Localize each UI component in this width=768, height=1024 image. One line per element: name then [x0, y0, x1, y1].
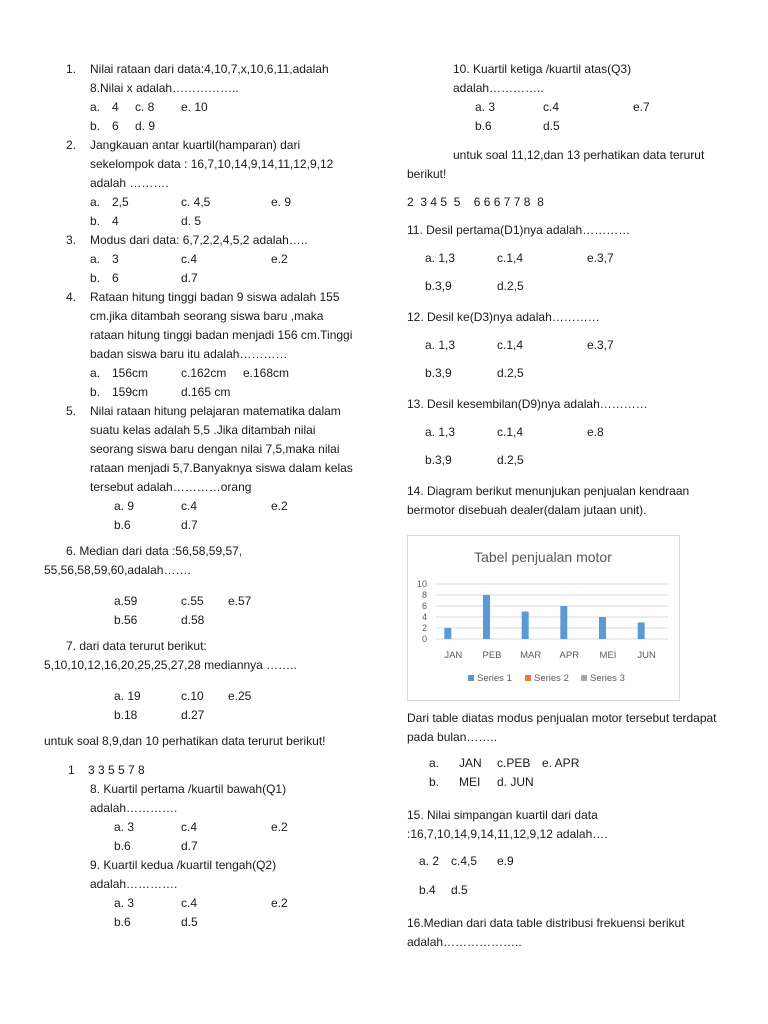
option-b[interactable]: b.3,9 [425, 279, 452, 293]
option-label[interactable]: b. [90, 214, 101, 228]
options [475, 117, 737, 136]
option-a[interactable]: 156cm [112, 366, 149, 380]
option-d[interactable]: d.165 cm [181, 385, 231, 399]
option-c[interactable]: c.4 [181, 896, 198, 910]
option-d[interactable]: d.7 [181, 271, 198, 285]
question-number: 3. [66, 233, 77, 247]
question-number: 1. [66, 62, 77, 76]
question-13 [407, 395, 737, 482]
options [114, 516, 374, 535]
question-text: 15. Nilai simpangan kuartil dari data :16,7,10,14,9,14,11,12,9,12 adalah…. [407, 808, 608, 841]
question-text: Rataan hitung tinggi badan 9 siswa adalah 155 cm.jika ditambah seorang siswa baru ,maka rataan hitung tinggi badan menjadi 156 cm.Tinggi badan siswa baru itu adalah………… [90, 290, 353, 361]
x-tick-label: JUN [637, 650, 656, 661]
option-a[interactable]: a.59 [114, 594, 138, 608]
option-d[interactable]: d. JUN [497, 775, 534, 789]
options [90, 383, 374, 402]
option-d[interactable]: d.7 [181, 839, 198, 853]
option-a[interactable]: a. 2 [419, 854, 440, 868]
options [419, 854, 737, 873]
x-tick-label: PEB [482, 650, 502, 661]
option-e[interactable]: e.3,7 [587, 251, 614, 265]
sales-chart [407, 535, 680, 701]
options [90, 193, 374, 212]
question-8 [90, 780, 374, 856]
options [90, 250, 374, 269]
option-c[interactable]: c.4 [181, 820, 198, 834]
legend-swatch [581, 675, 587, 681]
option-e[interactable]: e.25 [228, 689, 252, 703]
x-tick-label: APR [559, 650, 580, 661]
option-b[interactable]: 159cm [112, 385, 149, 399]
question-number: 5. [66, 404, 77, 418]
legend-swatch [468, 675, 474, 681]
option-e[interactable]: e. APR [542, 756, 580, 770]
question-9 [90, 856, 374, 932]
option-b[interactable]: b.4 [419, 883, 436, 897]
option-c[interactable]: c.4 [543, 100, 560, 114]
option-c[interactable]: c.PEB [497, 756, 531, 770]
option-e[interactable]: e. 10 [181, 100, 208, 114]
question-14-text: 14. Diagram berikut menunjukan penjualan kendraan bermotor disebuah dealer(dalam jutaan unit). [407, 484, 690, 517]
option-label[interactable]: b. [90, 119, 101, 133]
question-7 [44, 637, 374, 732]
option-label[interactable]: b. [90, 385, 101, 399]
option-b[interactable]: b.18 [114, 708, 138, 722]
option-e[interactable]: e. 9 [271, 195, 292, 209]
option-label[interactable]: b. [90, 271, 101, 285]
y-tick-label: 0 [421, 634, 427, 644]
options [425, 364, 737, 383]
question-text: 8. Kuartil pertama /kuartil bawah(Q1) adalah…………. [90, 782, 287, 815]
legend-label: Series 3 [590, 673, 625, 684]
question-5 [44, 402, 374, 542]
legend-swatch [525, 675, 531, 681]
options [425, 277, 737, 296]
data-set-8-10: 1 3 3 5 5 7 8 [68, 763, 145, 777]
options [114, 592, 374, 611]
bar-apr [560, 606, 567, 639]
option-a[interactable]: a. 1,3 [425, 425, 456, 439]
option-c[interactable]: c. 4,5 [181, 195, 211, 209]
options [114, 913, 374, 932]
option-e[interactable]: e.2 [271, 820, 288, 834]
question-text: 6. Median dari data :56,58,59,57, 55,56,58,59,60,adalah……. [44, 544, 243, 577]
option-e[interactable]: e.2 [271, 896, 288, 910]
options [90, 364, 374, 383]
question-text: 7. dari data terurut berikut: 5,10,10,12,16,20,25,25,27,28 mediannya …….. [44, 639, 297, 672]
option-d[interactable]: d.2,5 [497, 279, 524, 293]
options [90, 212, 374, 231]
option-d[interactable]: d.5 [181, 915, 198, 929]
option-e[interactable]: e.57 [228, 594, 252, 608]
question-14-followup: Dari table diatas modus penjualan motor tersebut terdapat pada bulan…….. [407, 711, 717, 744]
option-label[interactable]: b. [429, 775, 440, 789]
instruction-8-10: untuk soal 8,9,dan 10 perhatikan data terurut berikut! [44, 734, 326, 748]
question-text: 13. Desil kesembilan(D9)nya adalah………… [407, 397, 648, 411]
question-4 [44, 288, 374, 402]
options [114, 687, 374, 706]
options [114, 837, 374, 856]
right-column [407, 60, 737, 520]
options [90, 269, 374, 288]
y-tick-label: 8 [421, 590, 427, 600]
question-number: 4. [66, 290, 77, 304]
option-c[interactable]: c.4 [181, 252, 198, 266]
option-a[interactable]: a. 3 [114, 820, 135, 834]
y-tick-label: 6 [421, 601, 427, 611]
option-d[interactable]: d.7 [181, 518, 198, 532]
option-c[interactable]: c.1,4 [497, 251, 524, 265]
options [90, 117, 374, 136]
option-a[interactable]: a. 9 [114, 499, 135, 513]
option-e[interactable]: e.2 [271, 252, 288, 266]
right-column-lower [407, 709, 737, 952]
option-c[interactable]: c.4,5 [451, 854, 478, 868]
question-text: 10. Kuartil ketiga /kuartil atas(Q3) adalah………….. [453, 62, 632, 95]
option-b[interactable]: 6 [112, 119, 119, 133]
question-number: 2. [66, 138, 77, 152]
option-label[interactable]: a. [90, 366, 101, 380]
left-column [44, 60, 374, 932]
options [425, 249, 737, 268]
bar-chart [408, 536, 679, 700]
x-tick-label: MEI [599, 650, 617, 661]
option-d[interactable]: d.2,5 [497, 366, 524, 380]
option-d[interactable]: d.5 [451, 883, 468, 897]
option-b[interactable]: b.6 [475, 119, 492, 133]
question-12 [407, 308, 737, 395]
option-label[interactable]: a. [429, 756, 440, 770]
option-e[interactable]: e.7 [633, 100, 650, 114]
option-a[interactable]: a. 3 [114, 896, 135, 910]
option-d[interactable]: d.27 [181, 708, 205, 722]
option-e[interactable]: e.8 [587, 425, 604, 439]
option-c[interactable]: c.162cm [181, 366, 227, 380]
options [114, 497, 374, 516]
option-b[interactable]: b.6 [114, 915, 131, 929]
option-c[interactable]: c.10 [181, 689, 204, 703]
options [475, 98, 737, 117]
question-text: 12. Desil ke(D3)nya adalah………… [407, 310, 600, 324]
option-d[interactable]: d. 9 [135, 119, 156, 133]
question-text: 9. Kuartil kedua /kuartil tengah(Q2) adalah…………. [90, 858, 277, 891]
option-d[interactable]: d. 5 [181, 214, 202, 228]
option-c[interactable]: c.55 [181, 594, 204, 608]
options [425, 451, 737, 470]
option-e[interactable]: e.168cm [243, 366, 290, 380]
bar-peb [483, 595, 490, 639]
option-b[interactable]: b.6 [114, 518, 131, 532]
option-a[interactable]: JAN [459, 756, 482, 770]
chart-title: Tabel penjualan motor [474, 549, 612, 565]
question-11 [407, 221, 737, 308]
option-a[interactable]: 2,5 [112, 195, 129, 209]
options [114, 818, 374, 837]
option-c[interactable]: c.1,4 [497, 425, 524, 439]
option-a[interactable]: a. 19 [114, 689, 141, 703]
option-a[interactable]: 3 [112, 252, 119, 266]
bar-mei [599, 617, 606, 639]
y-tick-label: 4 [421, 612, 427, 622]
option-b[interactable]: b.3,9 [425, 366, 452, 380]
question-text: Nilai rataan dari data:4,10,7,x,10,6,11,adalah 8.Nilai x adalah…………….. [90, 62, 329, 95]
legend-label: Series 1 [477, 673, 512, 684]
options [425, 423, 737, 442]
options [429, 756, 737, 775]
option-c[interactable]: c.1,4 [497, 338, 524, 352]
option-b[interactable]: 6 [112, 271, 119, 285]
option-d[interactable]: d.5 [543, 119, 560, 133]
data-set-11-13: 2 3 4 5 5 6 6 6 7 7 8 8 [407, 195, 544, 209]
option-a[interactable]: a. 3 [475, 100, 496, 114]
option-b[interactable]: b.3,9 [425, 453, 452, 467]
y-tick-label: 10 [416, 579, 427, 589]
options [419, 883, 737, 902]
question-1 [44, 60, 374, 136]
option-d[interactable]: d.58 [181, 613, 205, 627]
options [90, 98, 374, 117]
option-a[interactable]: a. 1,3 [425, 251, 456, 265]
option-c[interactable]: c.4 [181, 499, 198, 513]
question-10 [453, 60, 737, 146]
option-label[interactable]: a. [90, 195, 101, 209]
option-a[interactable]: 4 [112, 100, 119, 114]
option-label[interactable]: a. [90, 100, 101, 114]
question-6 [44, 542, 374, 637]
x-tick-label: JAN [444, 650, 463, 661]
bar-jun [638, 623, 645, 640]
bar-jan [444, 628, 451, 639]
option-b[interactable]: MEI [459, 775, 481, 789]
options [425, 336, 737, 355]
option-e[interactable]: e.9 [497, 854, 514, 868]
x-tick-label: MAR [520, 650, 542, 661]
option-b[interactable]: 4 [112, 214, 119, 228]
bar-mar [522, 612, 529, 640]
question-text: Nilai rataan hitung pelajaran matematika dalam suatu kelas adalah 5,5 .Jika ditambah nilai seorang siswa baru dengan nilai 7,5,maka nilai rataan menjadi 5,7.Banyaknya siswa dalam kelas tersebut adalah…………orang [90, 404, 353, 494]
option-c[interactable]: c. 8 [135, 100, 155, 114]
question-2 [44, 136, 374, 231]
instruction-11-13: untuk soal 11,12,dan 13 perhatikan data terurut berikut! [407, 148, 705, 181]
question-text: Modus dari data: 6,7,2,2,4,5,2 adalah….. [90, 233, 308, 247]
option-b[interactable]: b.6 [114, 839, 131, 853]
option-label[interactable]: a. [90, 252, 101, 266]
options [114, 611, 374, 630]
question-16: 16.Median dari data table distribusi frekuensi berikut adalah……………….. [407, 916, 685, 949]
options [114, 894, 374, 913]
options [429, 775, 737, 794]
question-3 [44, 231, 374, 288]
question-text: Jangkauan antar kuartil(hamparan) dari sekelompok data : 16,7,10,14,9,14,11,12,9,12 adalah ………. [90, 138, 334, 190]
y-tick-label: 2 [421, 623, 427, 633]
option-b[interactable]: b.56 [114, 613, 138, 627]
question-15 [407, 806, 737, 902]
option-e[interactable]: e.2 [271, 499, 288, 513]
legend-label: Series 2 [534, 673, 569, 684]
question-text: 11. Desil pertama(D1)nya adalah………… [407, 223, 631, 237]
options [114, 706, 374, 725]
option-d[interactable]: d.2,5 [497, 453, 524, 467]
option-a[interactable]: a. 1,3 [425, 338, 456, 352]
option-e[interactable]: e.3,7 [587, 338, 614, 352]
